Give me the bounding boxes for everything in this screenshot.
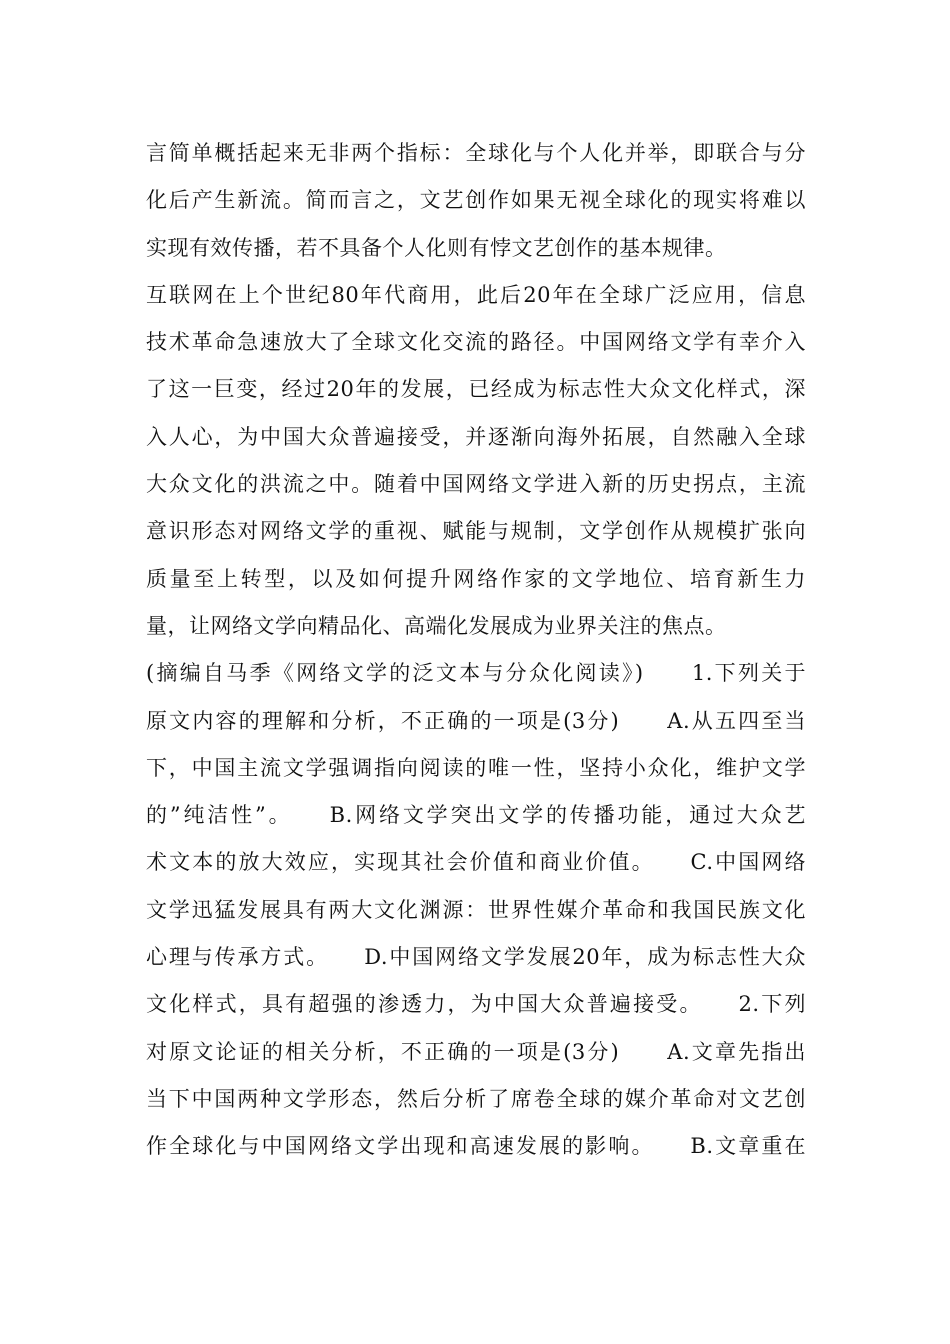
text-line: 文化样式，具有超强的渗透力，为中国大众普遍接受。 2.下列 xyxy=(146,992,806,1017)
text-line: 的”纯洁性”。 B.网络文学突出文学的传播功能，通过大众艺 xyxy=(146,803,806,828)
text-line: 当下中国两种文学形态，然后分析了席卷全球的媒介革命对文艺创 xyxy=(146,1086,806,1111)
text-line: 实现有效传播，若不具备个人化则有悖文艺创作的基本规律。 xyxy=(146,235,727,260)
text-line: 原文内容的理解和分析，不正确的一项是(3分) A.从五四至当 xyxy=(146,708,806,733)
text-line: 心理与传承方式。 D.中国网络文学发展20年，成为标志性大众 xyxy=(146,945,806,970)
text-line: 化后产生新流。简而言之，文艺创作如果无视全球化的现实将难以 xyxy=(146,188,806,213)
text-line: 对原文论证的相关分析，不正确的一项是(3分) A.文章先指出 xyxy=(146,1039,806,1064)
text-line: 作全球化与中国网络文学出现和高速发展的影响。 B.文章重在 xyxy=(146,1134,806,1159)
text-line: 了这一巨变，经过20年的发展，已经成为标志性大众文化样式，深 xyxy=(146,377,806,402)
text-line: 量，让网络文学向精品化、高端化发展成为业界关注的焦点。 xyxy=(146,613,727,638)
text-line: 文学迅猛发展具有两大文化渊源：世界性媒介革命和我国民族文化 xyxy=(146,897,806,922)
text-line: 术文本的放大效应，实现其社会价值和商业价值。 C.中国网络 xyxy=(146,850,806,875)
text-line: 意识形态对网络文学的重视、赋能与规制，文学创作从规模扩张向 xyxy=(146,519,806,544)
text-line: 技术革命急速放大了全球文化交流的路径。中国网络文学有幸介入 xyxy=(146,330,806,355)
text-line: 质量至上转型，以及如何提升网络作家的文学地位、培育新生力 xyxy=(146,566,806,591)
body-text xyxy=(146,130,806,1171)
text-line: (摘编自马季《网络文学的泛文本与分众化阅读》) 1.下列关于 xyxy=(146,661,806,686)
text-line: 大众文化的洪流之中。随着中国网络文学进入新的历史拐点，主流 xyxy=(146,472,806,497)
text-line: 入人心，为中国大众普遍接受，并逐渐向海外拓展，自然融入全球 xyxy=(146,424,806,449)
text-line: 互联网在上个世纪80年代商用，此后20年在全球广泛应用，信息 xyxy=(146,282,806,307)
text-line: 言简单概括起来无非两个指标：全球化与个人化并举，即联合与分 xyxy=(146,141,806,165)
text-line: 下，中国主流文学强调指向阅读的唯一性，坚持小众化，维护文学 xyxy=(146,755,806,780)
